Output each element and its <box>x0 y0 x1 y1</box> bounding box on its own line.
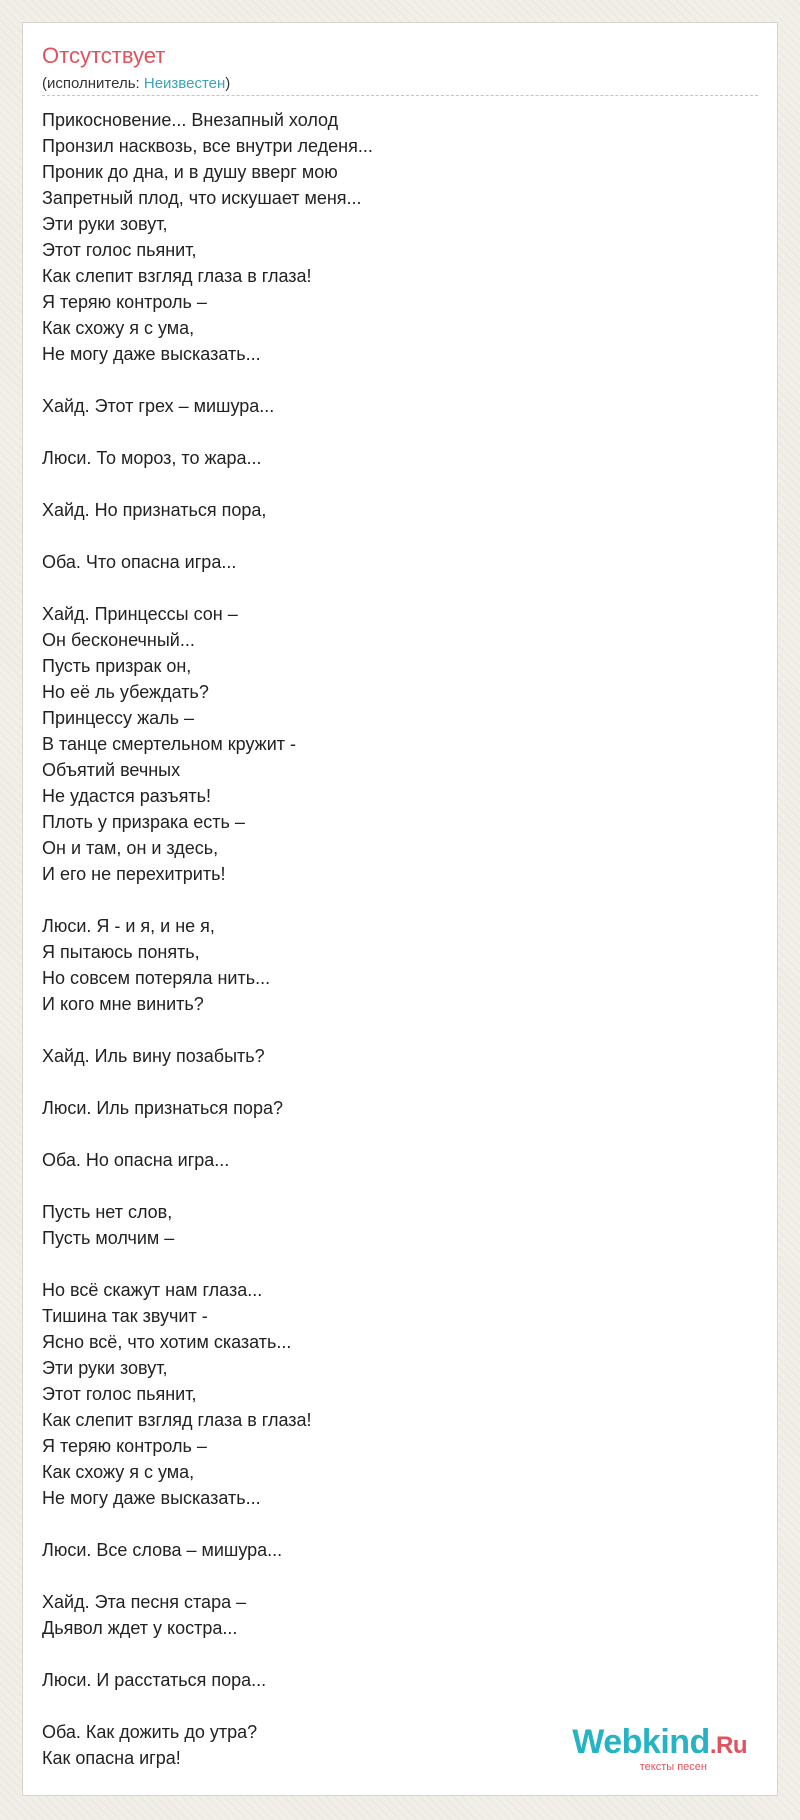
artist-link[interactable]: Неизвестен <box>143 75 226 92</box>
lyric-line <box>42 1173 758 1199</box>
lyric-line: Хайд. Эта песня стара – <box>42 1592 247 1612</box>
logo-wordmark <box>572 1725 747 1763</box>
lyric-line: Дьявол ждет у костра... <box>42 1618 238 1638</box>
lyric-line: Но её ль убеждать? <box>42 682 209 702</box>
lyric-line: Этот голос пьянит, <box>42 1384 197 1404</box>
lyric-line: Пусть молчим – <box>42 1228 175 1248</box>
lyric-line: Но совсем потеряла нить... <box>42 968 271 988</box>
lyric-line <box>42 1251 758 1277</box>
lyric-line: Люси. Иль признаться пора? <box>42 1098 283 1118</box>
lyric-line: И кого мне винить? <box>42 994 204 1014</box>
lyric-line: Люси. То мороз, то жара... <box>42 448 262 468</box>
site-logo[interactable] <box>572 1725 747 1773</box>
lyric-line <box>42 367 758 393</box>
lyric-line: Плоть у призрака есть – <box>42 812 245 832</box>
lyric-line: Прикосновение... Внезапный холод <box>42 110 339 130</box>
lyric-line <box>42 887 758 913</box>
lyric-line: Хайд. Но признаться пора, <box>42 500 267 520</box>
lyric-line: Но всё скажут нам глаза... <box>42 1280 263 1300</box>
lyric-line: Я пытаюсь понять, <box>42 942 200 962</box>
logo-main-text: Webkind <box>572 1723 710 1761</box>
lyric-line <box>42 419 758 445</box>
lyric-line: Как схожу я с ума, <box>42 318 195 338</box>
lyric-line: Эти руки зовут, <box>42 1358 168 1378</box>
lyric-line: Он и там, он и здесь, <box>42 838 219 858</box>
lyric-line: Пусть нет слов, <box>42 1202 173 1222</box>
lyric-line <box>42 1511 758 1537</box>
lyric-line <box>42 575 758 601</box>
lyric-line: Он бесконечный... <box>42 630 195 650</box>
lyric-line: Как слепит взгляд глаза в глаза! <box>42 1410 312 1430</box>
lyric-line: Этот голос пьянит, <box>42 240 197 260</box>
lyric-line: Как опасна игра! <box>42 1748 181 1768</box>
lyric-line: Хайд. Принцессы сон – <box>42 604 238 624</box>
lyric-line: Я теряю контроль – <box>42 1436 207 1456</box>
lyric-line <box>42 1563 758 1589</box>
lyric-line: Как слепит взгляд глаза в глаза! <box>42 266 312 286</box>
lyric-line: Оба. Но опасна игра... <box>42 1150 230 1170</box>
lyric-line: И его не перехитрить! <box>42 864 226 884</box>
lyric-line: Пусть призрак он, <box>42 656 192 676</box>
lyric-line: Люси. Все слова – мишура... <box>42 1540 283 1560</box>
lyric-line: Оба. Что опасна игра... <box>42 552 237 572</box>
lyric-line: Люси. Я - и я, и не я, <box>42 916 215 936</box>
lyric-line <box>42 1693 758 1719</box>
lyric-line: Оба. Как дожить до утра? <box>42 1722 258 1742</box>
divider <box>42 95 758 96</box>
lyric-line: Хайд. Этот грех – мишура... <box>42 396 275 416</box>
lyric-line: Пронзил насквозь, все внутри леденя... <box>42 136 373 156</box>
artist-suffix: ) <box>225 75 231 92</box>
lyric-line: Тишина так звучит - <box>42 1306 208 1326</box>
lyric-line: Не могу даже высказать... <box>42 344 261 364</box>
lyric-line: Проник до дна, и в душу вверг мою <box>42 162 338 182</box>
lyric-line <box>42 1121 758 1147</box>
lyric-line: Принцессу жаль – <box>42 708 195 728</box>
lyric-line: Не могу даже высказать... <box>42 1488 261 1508</box>
lyric-line <box>42 1069 758 1095</box>
artist-line <box>42 75 230 93</box>
lyric-line <box>42 523 758 549</box>
lyric-line: Объятий вечных <box>42 760 181 780</box>
lyric-line <box>42 1017 758 1043</box>
lyric-line: Ясно всё, что хотим сказать... <box>42 1332 292 1352</box>
logo-tld: .Ru <box>709 1732 747 1759</box>
lyric-line: Как схожу я с ума, <box>42 1462 195 1482</box>
lyric-line: Люси. И расстаться пора... <box>42 1670 267 1690</box>
song-title: Отсутствует <box>42 43 166 68</box>
lyric-line: Хайд. Иль вину позабыть? <box>42 1046 265 1066</box>
lyrics-text <box>42 107 758 1771</box>
lyrics-card <box>22 22 778 1796</box>
lyric-line: Запретный плод, что искушает меня... <box>42 188 362 208</box>
lyric-line: Эти руки зовут, <box>42 214 168 234</box>
lyric-line: Я теряю контроль – <box>42 292 207 312</box>
artist-prefix: (исполнитель: <box>42 75 144 92</box>
lyric-line <box>42 471 758 497</box>
logo-tagline: тексты песен <box>639 1761 707 1773</box>
lyric-line: В танце смертельном кружит - <box>42 734 297 754</box>
lyric-line: Не удастся разъять! <box>42 786 212 806</box>
lyric-line <box>42 1641 758 1667</box>
